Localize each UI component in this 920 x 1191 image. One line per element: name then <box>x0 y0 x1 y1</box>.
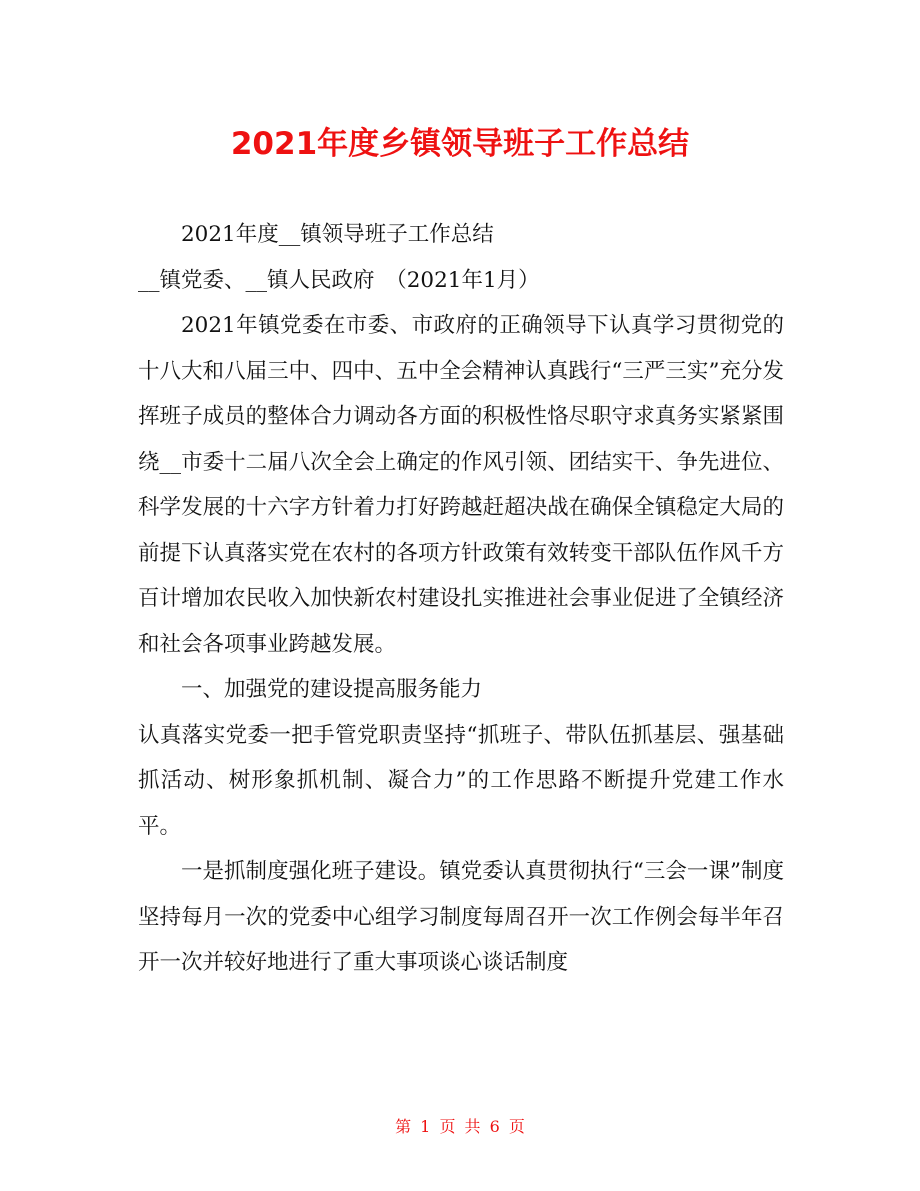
detail-paragraph: 一是抓制度强化班子建设。镇党委认真贯彻执行“三会一课”制度坚持每月一次的党委中心组学习制度每周召开一次工作例会每半年召开一次并较好地进行了重大事项谈心谈话制度 <box>138 859 784 975</box>
section-heading: 一、加强党的建设提高服务能力 <box>181 677 483 702</box>
document-body <box>138 212 784 986</box>
intro-paragraph: 2021年镇党委在市委、市政府的正确领导下认真学习贯彻党的十八大和八届三中、四中、五中全会精神认真践行“三严三实”充分发挥班子成员的整体合力调动各方面的积极性恪尽职守求真务实紧紧围绕__市委十二届八次全会上确定的作风引领、团结实干、争先进位、科学发展的十六字方针着力打好跨越赶超决战在确保全镇稳定大局的前提下认真落实党在农村的各项方针政策有效转变干部队伍作风千方百计增加农民收入加快新农村建设扎实推进社会事业促进了全镇经济和社会各项事业跨越发展。 <box>138 313 784 657</box>
page-number-footer: 第 1 页 共 6 页 <box>395 1117 525 1136</box>
section-paragraph: 认真落实党委一把手管党职责坚持“抓班子、带队伍抓基层、强基础抓活动、树形象抓机制、凝合力”的工作思路不断提升党建工作水平。 <box>138 722 784 839</box>
issuer-paragraph: __镇党委、__镇人民政府 （2021年1月） <box>138 267 540 293</box>
subtitle-paragraph: 2021年度__镇领导班子工作总结 <box>181 222 494 247</box>
document-title: 2021年度乡镇领导班子工作总结 <box>230 126 690 162</box>
